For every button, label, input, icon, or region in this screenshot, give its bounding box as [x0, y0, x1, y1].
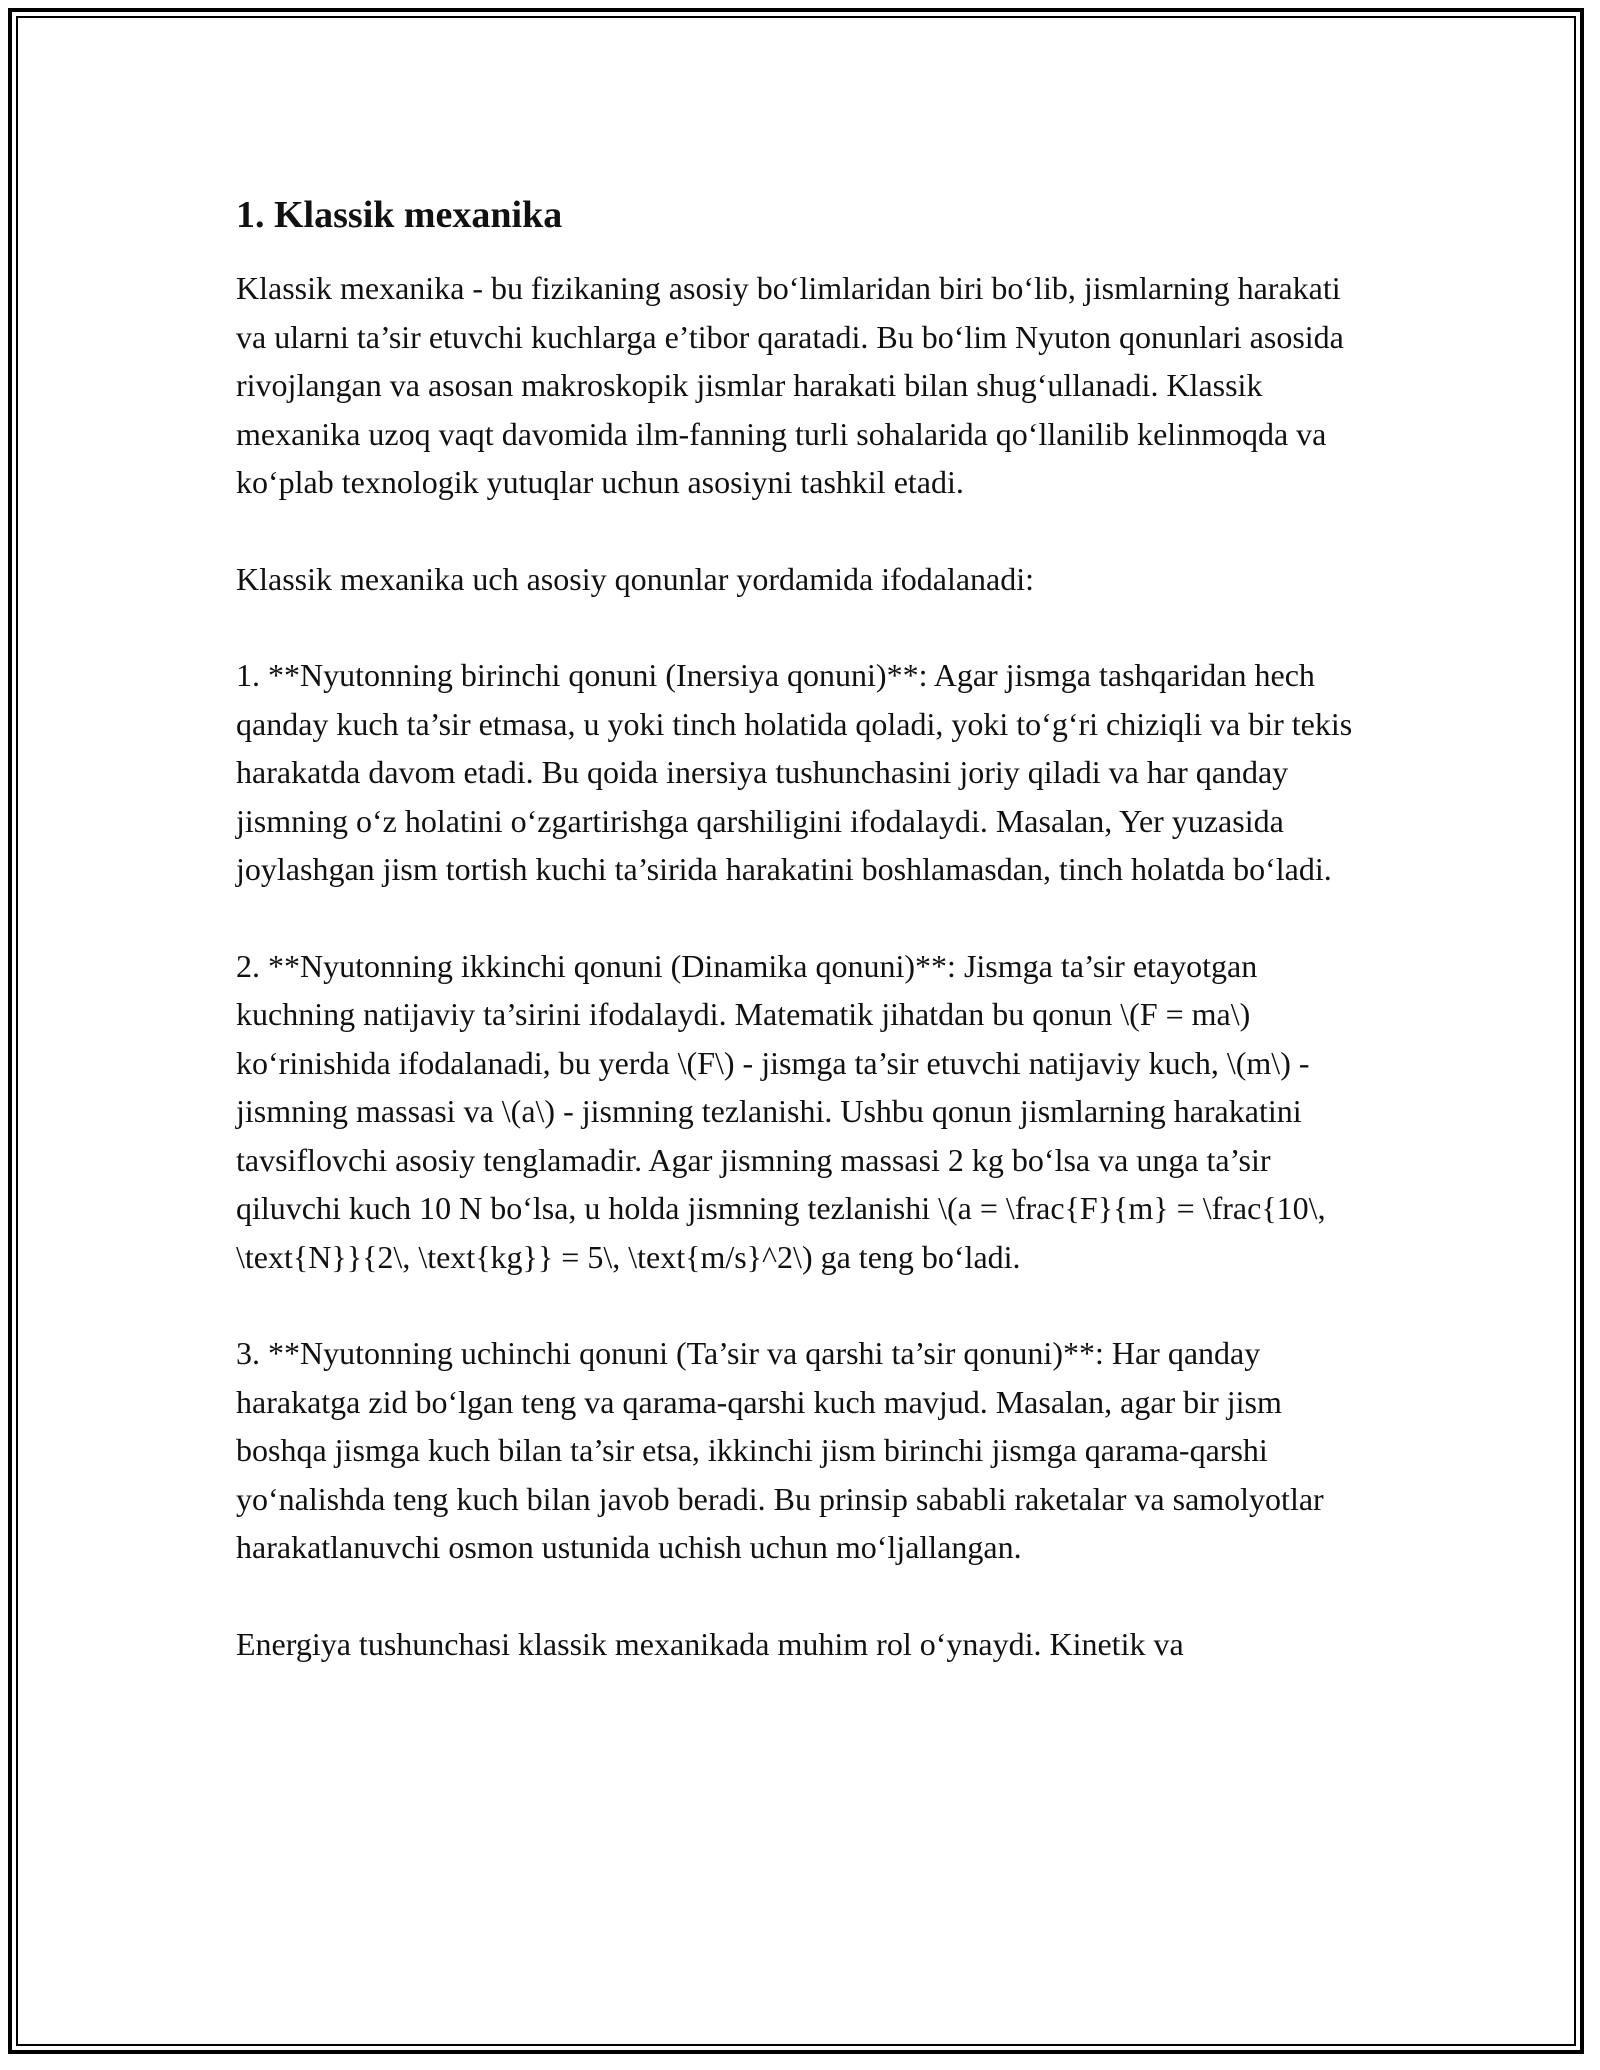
paragraph-second-law: 2. **Nyutonning ikkinchi qonuni (Dinamika qonuni)**: Jismga ta’sir etayotgan kuchning natijaviy ta’sirini ifodalaydi. Matematik jihatdan bu qonun \(F = ma\) ko‘rinishida ifodalanadi, bu yerda \(F\) - jismga ta’sir etuvchi natijaviy kuch, \(m\) - jismning massasi va \(a\) - jismning tezlanishi. Ushbu qonun jismlarning harakatini tavsiflovchi asosiy tenglamadir. Agar jismning massasi 2 kg bo‘lsa va unga ta’sir qiluvchi kuch 10 N bo‘lsa, u holda jismning tezlanishi \(a = \frac{F}{m} = \frac{10\, \text{N}}{2\, \text{kg}} = 5\, \text{m/s}^2\) ga teng bo‘ladi. [236, 947, 1326, 1275]
paragraph-laws-intro: Klassik mexanika uch asosiy qonunlar yordamida ifodalanadi: [236, 560, 1035, 597]
paragraph-third-law: 3. **Nyutonning uchinchi qonuni (Ta’sir va qarshi ta’sir qonuni)**: Har qanday harakatga zid bo‘lgan teng va qarama-qarshi kuch mavjud. Masalan, agar bir jism boshqa jismga kuch bilan ta’sir etsa, ikkinchi jism birinchi jismga qarama-qarshi yo‘nalishda teng kuch bilan javob beradi. Bu prinsip sababli raketalar va samolyotlar harakatlanuvchi osmon ustunida uchish uchun mo‘ljallangan. [236, 1335, 1324, 1565]
document-body [236, 188, 1372, 1716]
section-heading: 1. Klassik mexanika [236, 194, 563, 236]
paragraph-first-law: 1. **Nyutonning birinchi qonuni (Inersiya qonuni)**: Agar jismga tashqaridan hech qanday kuch ta’sir etmasa, u yoki tinch holatida qoladi, yoki to‘g‘ri chiziqli va bir tekis harakatda davom etadi. Bu qoida inersiya tushunchasini joriy qiladi va har qanday jismning o‘z holatini o‘zgartirishga qarshiligini ifodalaydi. Masalan, Yer yuzasida joylashgan jism tortish kuchi ta’sirida harakatini boshlamasdan, tinch holatda bo‘ladi. [236, 657, 1353, 887]
paragraph-intro: Klassik mexanika - bu fizikaning asosiy bo‘limlaridan biri bo‘lib, jismlarning harakati va ularni ta’sir etuvchi kuchlarga e’tibor qaratadi. Bu bo‘lim Nyuton qonunlari asosida rivojlangan va asosan makroskopik jismlar harakati bilan shug‘ullanadi. Klassik mexanika uzoq vaqt davomida ilm-fanning turli sohalarida qo‘llanilib kelinmoqda va ko‘plab texnologik yutuqlar uchun asosiyni tashkil etadi. [236, 270, 1344, 500]
paragraph-energy: Energiya tushunchasi klassik mexanikada muhim rol o‘ynaydi. Kinetik va [236, 1625, 1184, 1662]
